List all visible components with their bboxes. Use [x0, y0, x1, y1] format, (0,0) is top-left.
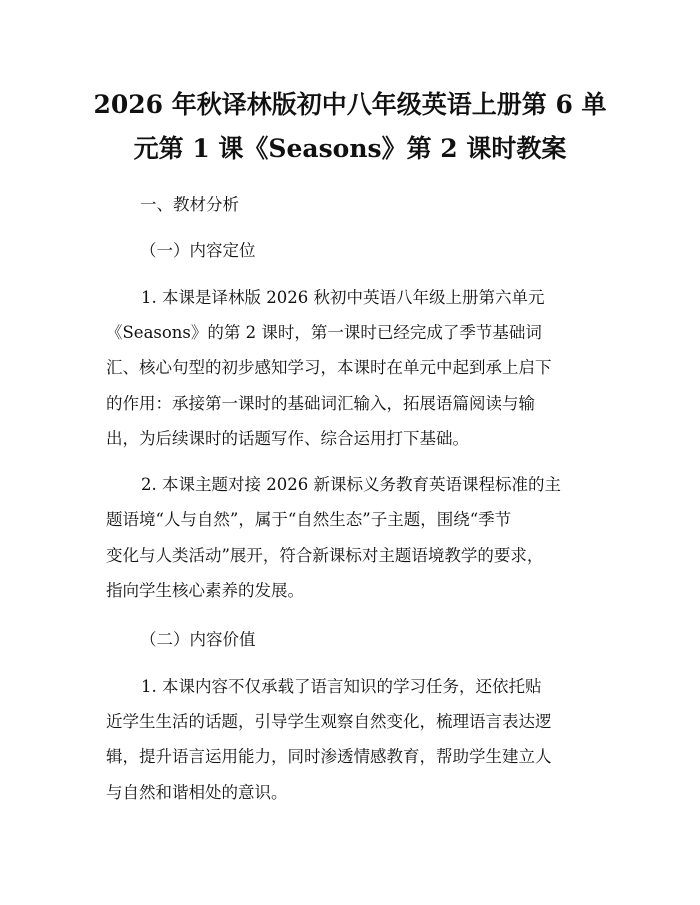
- subsection-heading-content-positioning: （一）内容定位: [140, 241, 256, 260]
- paragraph-3-line-2: 近学生生活的话题，引导学生观察自然变化，梳理语言表达逻: [106, 712, 552, 731]
- paragraph-2-line-1: 2. 本课主题对接 2026 新课标义务教育英语课程标准的主: [141, 475, 561, 494]
- paragraph-2-line-4: 指向学生核心素养的发展。: [106, 581, 304, 600]
- paragraph-3-line-3: 辑，提升语言运用能力，同时渗透情感教育，帮助学生建立人: [106, 747, 552, 766]
- paragraph-1-line-5: 出，为后续课时的话题写作、综合运用打下基础。: [106, 429, 469, 448]
- section-heading-textbook-analysis: 一、教材分析: [140, 195, 239, 214]
- paragraph-1-line-2: 《Seasons》的第 2 课时，第一课时已经完成了季节基础词: [106, 323, 542, 342]
- paragraph-3-line-4: 与自然和谐相处的意识。: [106, 783, 288, 802]
- paragraph-2-line-3: 变化与人类活动”展开，符合新课标对主题语境教学的要求，: [106, 546, 544, 565]
- paragraph-3-line-1: 1. 本课内容不仅承载了语言知识的学习任务，还依托贴: [141, 677, 542, 696]
- paragraph-1-line-4: 的作用：承接第一课时的基础词汇输入，拓展语篇阅读与输: [106, 394, 535, 413]
- document-title-line-1: 2026 年秋译林版初中八年级英语上册第 6 单: [93, 90, 607, 119]
- document-title-line-2: 元第 1 课《Seasons》第 2 课时教案: [133, 134, 567, 163]
- paragraph-1-line-3: 汇、核心句型的初步感知学习，本课时在单元中起到承上启下: [106, 358, 552, 377]
- subsection-heading-content-value: （二）内容价值: [140, 630, 256, 649]
- paragraph-2-line-2: 题语境“人与自然”，属于“自然生态”子主题，围绕“季节: [106, 510, 512, 529]
- paragraph-1-line-1: 1. 本课是译林版 2026 秋初中英语八年级上册第六单元: [141, 288, 545, 307]
